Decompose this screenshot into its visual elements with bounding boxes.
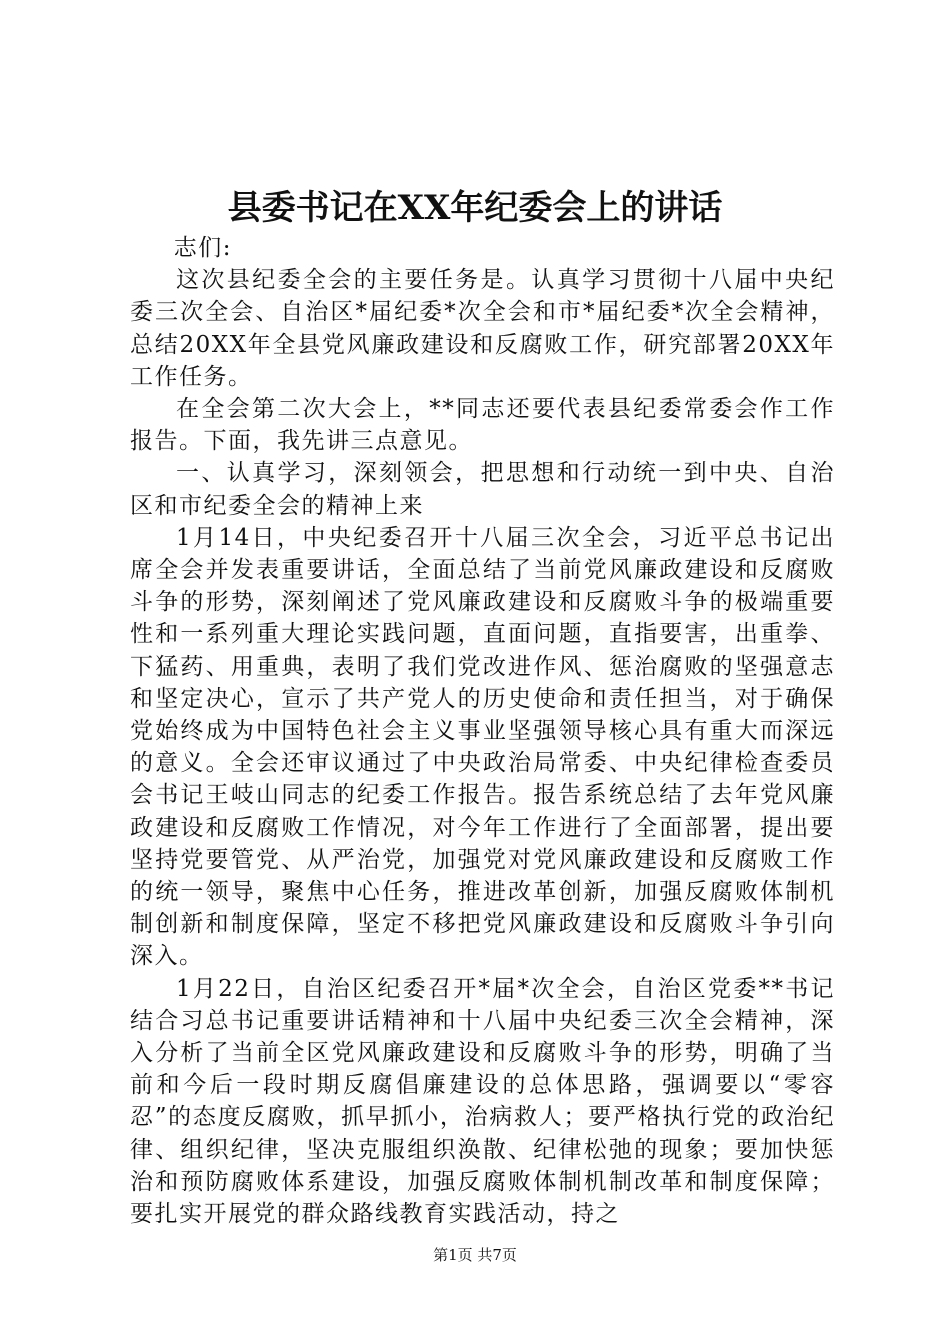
document-body [130,232,835,1230]
paragraph-outline: 在全会第二次大会上，**同志还要代表县纪委常委会作工作报告。下面，我先讲三点意见。 [130,396,835,455]
paragraph-intro: 这次县纪委全会的主要任务是。认真学习贯彻十八届中央纪委三次全会、自治区*届纪委*次全会和市*届纪委*次全会精神，总结20XX年全县党风廉政建设和反腐败工作，研究部署20XX年工作任务。 [130,267,835,390]
greeting: 志们: [173,235,232,261]
paragraph-central-commission: 1月14日，中央纪委召开十八届三次全会，习近平总书记出席全会并发表重要讲话，全面总结了当前党风廉政建设和反腐败斗争的形势，深刻阐述了党风廉政建设和反腐败斗争的极端重要性和一系列重大理论实践问题，直面问题，直指要害，出重拳、下猛药、用重典，表明了我们党改进作风、惩治腐败的坚强意志和坚定决心，宣示了共产党人的历史使命和责任担当，对于确保党始终成为中国特色社会主义事业坚强领导核心具有重大而深远的意义。全会还审议通过了中央政治局常委、中央纪律检查委员会书记王岐山同志的纪委工作报告。报告系统总结了去年党风廉政建设和反腐败工作情况，对今年工作进行了全面部署，提出要坚持党要管党、从严治党，加强党对党风廉政建设和反腐败工作的统一领导，聚焦中心任务，推进改革创新，加强反腐败体制机制创新和制度保障，坚定不移把党风廉政建设和反腐败斗争引向深入。 [130,524,835,970]
paragraph-regional-commission: 1月22日，自治区纪委召开*届*次全会，自治区党委**书记结合习总书记重要讲话精神和十八届中央纪委三次全会精神，深入分析了当前全区党风廉政建设和反腐败斗争的形势，明确了当前和今后一段时期反腐倡廉建设的总体思路，强调要以“零容忍”的态度反腐败，抓早抓小，治病救人；要严格执行党的政治纪律、组织纪律，坚决克服组织涣散、纪律松弛的现象；要加快惩治和预防腐败体系建设，加强反腐败体制机制改革和制度保障；要扎实开展党的群众路线教育实践活动，持之 [130,975,835,1228]
page-number: 第1页 共7页 [433,1246,517,1264]
page-title: 县委书记在XX年纪委会上的讲话 [227,188,723,228]
section-heading-one: 一、认真学习，深刻领会，把思想和行动统一到中央、自治区和市纪委全会的精神上来 [130,460,835,519]
